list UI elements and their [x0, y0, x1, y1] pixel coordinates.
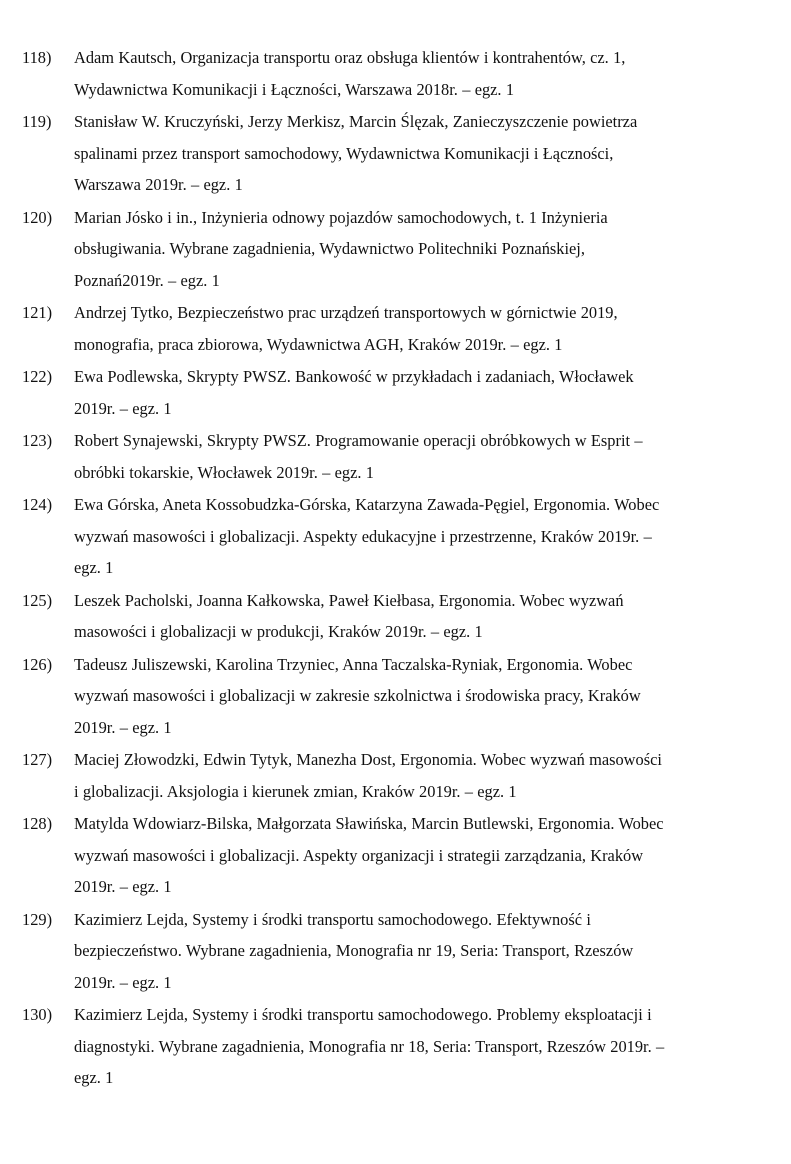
entry-text	[74, 361, 774, 424]
entry-number: 124)	[22, 495, 53, 514]
entry-line: bezpieczeństwo. Wybrane zagadnienia, Monografia nr 19, Seria: Transport, Rzeszów	[74, 941, 634, 960]
entry-number: 118)	[22, 48, 52, 67]
entry-number: 127)	[22, 750, 53, 769]
entry-number: 128)	[22, 814, 53, 833]
entry-number: 121)	[22, 303, 53, 322]
entry-line: Leszek Pacholski, Joanna Kałkowska, Paweł Kiełbasa, Ergonomia. Wobec wyzwań	[74, 590, 624, 610]
entry-line: Tadeusz Juliszewski, Karolina Trzyniec, Anna Taczalska-Ryniak, Ergonomia. Wobec	[74, 654, 633, 674]
entry-text	[74, 649, 774, 744]
entry-line: egz. 1	[74, 1068, 114, 1087]
list-item	[0, 106, 791, 201]
entry-text	[74, 489, 774, 584]
entry-line: wyzwań masowości i globalizacji. Aspekty organizacji i strategii zarządzania, Kraków	[74, 845, 644, 865]
list-item	[0, 42, 791, 105]
list-item	[0, 361, 791, 424]
entry-line: masowości i globalizacji w produkcji, Kraków 2019r. – egz. 1	[74, 622, 483, 641]
list-item	[0, 585, 791, 648]
list-item	[0, 744, 791, 807]
bibliography-list	[0, 42, 791, 1095]
entry-line: Andrzej Tytko, Bezpieczeństwo prac urządzeń transportowych w górnictwie 2019,	[74, 303, 618, 322]
entry-line: Matylda Wdowiarz-Bilska, Małgorzata Sławińska, Marcin Butlewski, Ergonomia. Wobec	[74, 814, 664, 833]
entry-text	[74, 202, 774, 297]
list-item	[0, 649, 791, 744]
entry-text	[74, 904, 774, 999]
entry-text	[74, 585, 774, 648]
entry-number: 119)	[22, 112, 52, 131]
list-item	[0, 808, 791, 903]
entry-line: Kazimierz Lejda, Systemy i środki transportu samochodowego. Problemy eksploatacji i	[74, 1005, 652, 1024]
entry-number: 126)	[22, 654, 53, 674]
entry-text	[74, 297, 774, 360]
entry-number: 123)	[22, 431, 53, 450]
entry-line: Poznań2019r. – egz. 1	[74, 270, 220, 290]
list-item	[0, 297, 791, 360]
entry-line: obsługiwania. Wybrane zagadnienia, Wydawnictwo Politechniki Poznańskiej,	[74, 239, 585, 258]
entry-line: Kazimierz Lejda, Systemy i środki transportu samochodowego. Efektywność i	[74, 909, 591, 929]
entry-line: Robert Synajewski, Skrypty PWSZ. Programowanie operacji obróbkowych w Esprit –	[74, 431, 643, 450]
entry-line: Maciej Złowodzki, Edwin Tytyk, Manezha Dost, Ergonomia. Wobec wyzwań masowości	[74, 750, 662, 769]
entry-number: 125)	[22, 590, 53, 610]
entry-line: 2019r. – egz. 1	[74, 877, 172, 896]
list-item	[0, 999, 791, 1094]
list-item	[0, 904, 791, 999]
entry-line: i globalizacji. Aksjologia i kierunek zmian, Kraków 2019r. – egz. 1	[74, 781, 517, 801]
list-item	[0, 202, 791, 297]
entry-line: egz. 1	[74, 558, 114, 577]
entry-line: wyzwań masowości i globalizacji. Aspekty edukacyjne i przestrzenne, Kraków 2019r. –	[74, 526, 652, 546]
entry-number: 122)	[22, 367, 53, 386]
list-item	[0, 425, 791, 488]
entry-text	[74, 42, 774, 105]
entry-line: 2019r. – egz. 1	[74, 717, 172, 737]
entry-line: Marian Jósko i in., Inżynieria odnowy pojazdów samochodowych, t. 1 Inżynieria	[74, 207, 608, 227]
list-item	[0, 489, 791, 584]
entry-line: monografia, praca zbiorowa, Wydawnictwa AGH, Kraków 2019r. – egz. 1	[74, 334, 563, 354]
entry-line: diagnostyki. Wybrane zagadnienia, Monografia nr 18, Seria: Transport, Rzeszów 2019r. –	[74, 1036, 665, 1056]
entry-line: 2019r. – egz. 1	[74, 398, 172, 418]
entry-line: spalinami przez transport samochodowy, Wydawnictwa Komunikacji i Łączności,	[74, 143, 614, 163]
entry-number: 130)	[22, 1005, 53, 1024]
entry-line: Ewa Podlewska, Skrypty PWSZ. Bankowość w przykładach i zadaniach, Włocławek	[74, 367, 634, 386]
entry-text	[74, 999, 774, 1094]
entry-line: Ewa Górska, Aneta Kossobudzka-Górska, Katarzyna Zawada-Pęgiel, Ergonomia. Wobec	[74, 495, 660, 514]
entry-number: 120)	[22, 207, 53, 227]
entry-line: Stanisław W. Kruczyński, Jerzy Merkisz, Marcin Ślęzak, Zanieczyszczenie powietrza	[74, 112, 638, 131]
entry-line: 2019r. – egz. 1	[74, 972, 172, 992]
entry-text	[74, 744, 774, 807]
entry-text	[74, 106, 774, 201]
entry-line: Warszawa 2019r. – egz. 1	[74, 175, 243, 194]
entry-line: obróbki tokarskie, Włocławek 2019r. – egz. 1	[74, 462, 374, 482]
entry-text	[74, 808, 774, 903]
entry-line: wyzwań masowości i globalizacji w zakresie szkolnictwa i środowiska pracy, Kraków	[74, 686, 641, 705]
entry-number: 129)	[22, 909, 53, 929]
entry-line: Wydawnictwa Komunikacji i Łączności, Warszawa 2018r. – egz. 1	[74, 79, 515, 99]
entry-line: Adam Kautsch, Organizacja transportu oraz obsługa klientów i kontrahentów, cz. 1,	[74, 48, 626, 67]
entry-text	[74, 425, 774, 488]
